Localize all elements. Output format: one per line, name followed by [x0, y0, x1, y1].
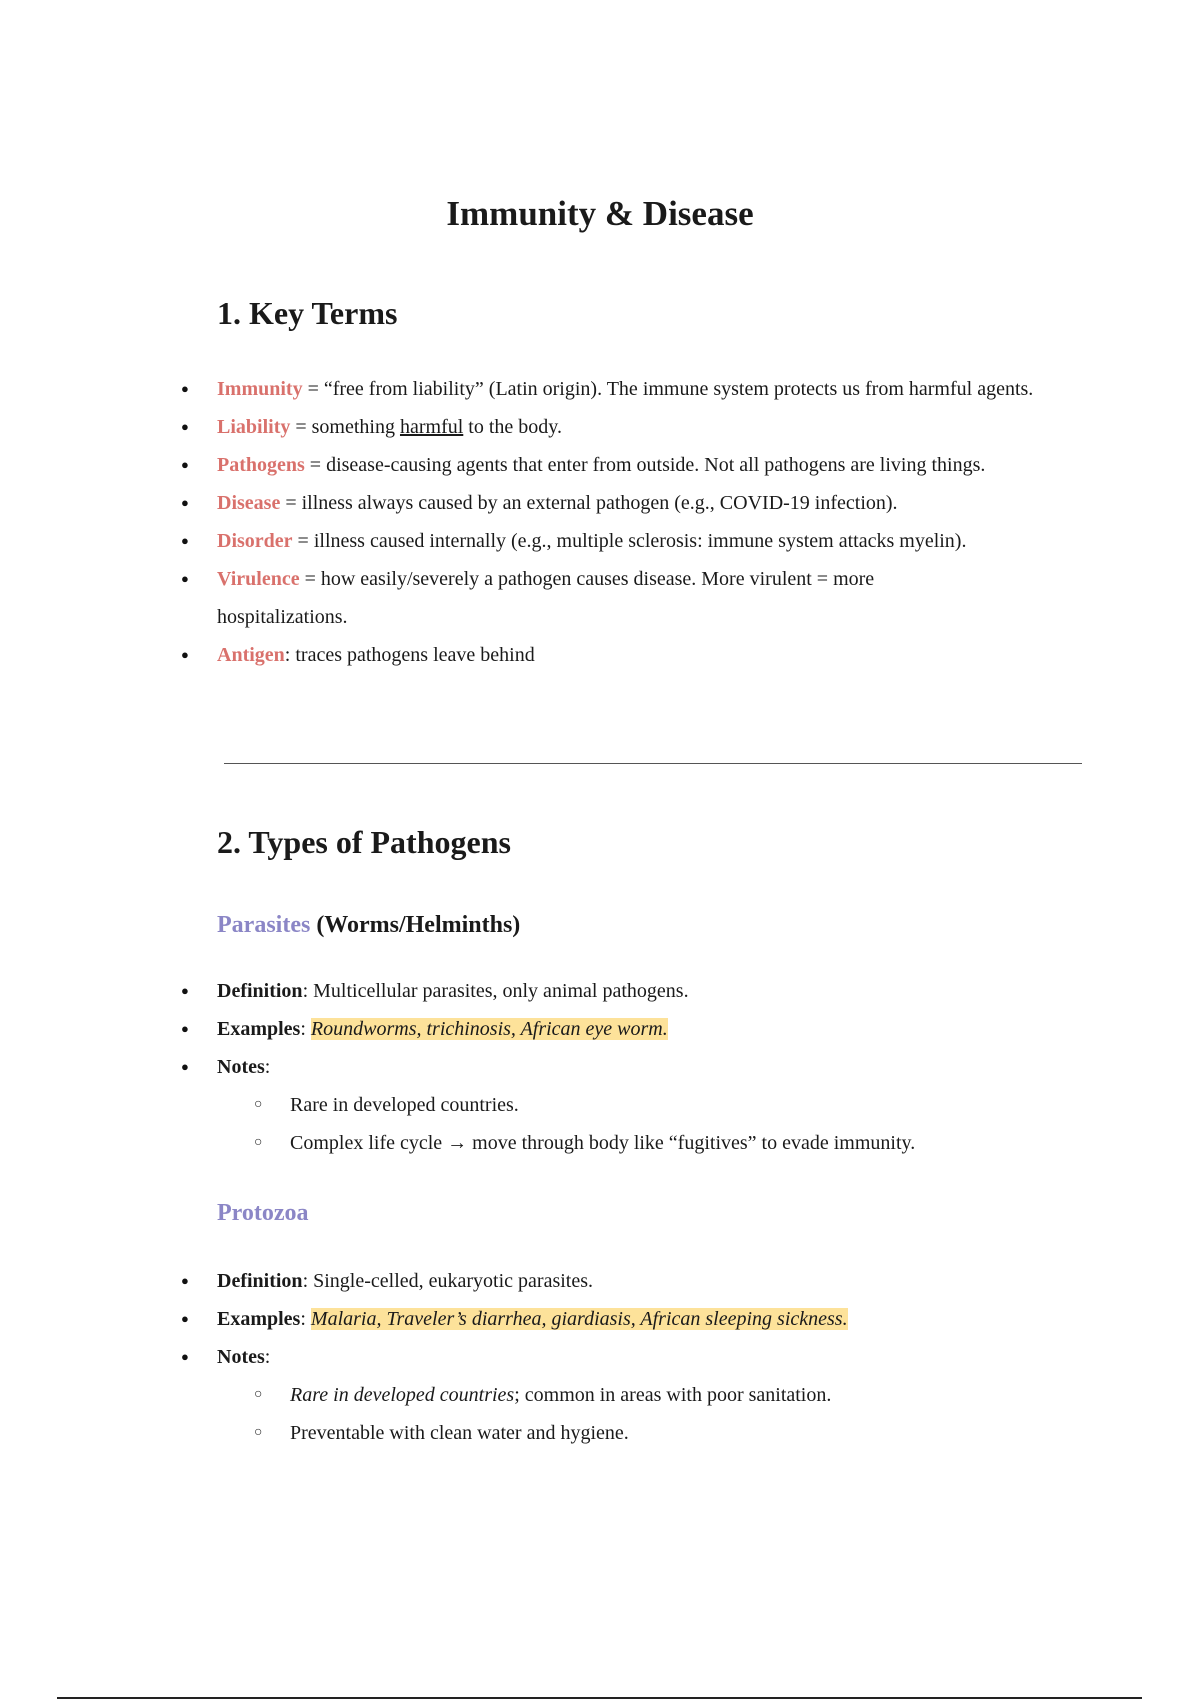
- examples-label: Examples: [217, 1018, 301, 1040]
- subheading-protozoa: Protozoa: [217, 1200, 309, 1226]
- sub-list-item: [217, 1376, 1077, 1414]
- term-definition: = disease-causing agents that enter from outside. Not all pathogens are living things.: [304, 454, 986, 476]
- term-definition: = illness caused internally (e.g., multiple sclerosis: immune system attacks myelin).: [292, 530, 967, 552]
- colon: :: [264, 1056, 271, 1078]
- term-definition: = illness always caused by an external pathogen (e.g., COVID-19 infection).: [280, 492, 898, 514]
- colon: :: [264, 1346, 271, 1368]
- term-label: Disease: [217, 492, 281, 514]
- sub-list-item: ○ Complex life cycle → move through body like “fugitives” to evade immunity.: [217, 1124, 1077, 1162]
- notes-label: Notes: [217, 1056, 265, 1078]
- subheading-name: Parasites: [217, 912, 311, 938]
- list-item: [0, 446, 1077, 484]
- definition-label: Definition: [217, 980, 303, 1002]
- definition-text: : Multicellular parasites, only animal pathogens.: [302, 980, 689, 1002]
- term-label: Virulence: [217, 568, 300, 590]
- term-label: Liability: [217, 416, 291, 438]
- notes-label: Notes: [217, 1346, 265, 1368]
- examples-label: Examples: [217, 1308, 301, 1330]
- underlined-word: harmful: [399, 416, 464, 438]
- list-item: [0, 972, 1077, 1010]
- term-definition: = “free from liability” (Latin origin). The immune system protects us from harmful agents.: [302, 378, 1034, 400]
- page-bottom-rule: [57, 1697, 1142, 1699]
- section-heading-key-terms: 1. Key Terms: [217, 295, 398, 331]
- parasites-list: [0, 972, 1200, 1162]
- notes-sublist: [217, 1376, 1077, 1452]
- term-label: Pathogens: [217, 454, 305, 476]
- page-title: Immunity & Disease: [446, 194, 754, 233]
- list-item: [0, 408, 1077, 446]
- subheading-suffix: (Worms/Helminths): [310, 912, 521, 938]
- section-divider: [224, 763, 1082, 764]
- examples-highlight: Roundworms, trichinosis, African eye worm.: [310, 1018, 668, 1040]
- term-label: Disorder: [217, 530, 293, 552]
- list-item: [0, 522, 1077, 560]
- list-item: [0, 1010, 1077, 1048]
- term-definition: : traces pathogens leave behind: [284, 644, 535, 666]
- term-label: Antigen: [217, 644, 285, 666]
- term-definition-end: to the body.: [463, 416, 562, 438]
- examples-highlight: Malaria, Traveler’s diarrhea, giardiasis, African sleeping sickness.: [310, 1308, 848, 1330]
- list-item: [0, 560, 952, 636]
- note-italic: Rare in developed countries: [290, 1384, 515, 1406]
- section-heading-types-of-pathogens: 2. Types of Pathogens: [217, 824, 511, 860]
- list-item: [0, 370, 1077, 408]
- subheading-parasites: [217, 910, 520, 940]
- list-item: [0, 1300, 1077, 1338]
- term-label: Immunity: [217, 378, 303, 400]
- list-item: [0, 1338, 1077, 1452]
- definition-text: : Single-celled, eukaryotic parasites.: [302, 1270, 594, 1292]
- notes-sublist: [217, 1086, 1077, 1162]
- definition-label: Definition: [217, 1270, 303, 1292]
- list-item: [0, 1048, 1077, 1162]
- note-rest: ; common in areas with poor sanitation.: [514, 1384, 832, 1406]
- list-item: [0, 636, 1077, 674]
- key-terms-list: [0, 370, 1200, 674]
- protozoa-list: [0, 1262, 1200, 1452]
- term-definition: = something: [290, 416, 400, 438]
- colon: :: [300, 1018, 311, 1040]
- sub-list-item: ○ Rare in developed countries.: [217, 1086, 1077, 1124]
- list-item: [0, 484, 1077, 522]
- sub-list-item: ○ Preventable with clean water and hygiene.: [217, 1414, 1077, 1452]
- colon: :: [300, 1308, 311, 1330]
- term-definition: = how easily/severely a pathogen causes disease. More virulent = more hospitalizations.: [217, 568, 875, 628]
- list-item: [0, 1262, 1077, 1300]
